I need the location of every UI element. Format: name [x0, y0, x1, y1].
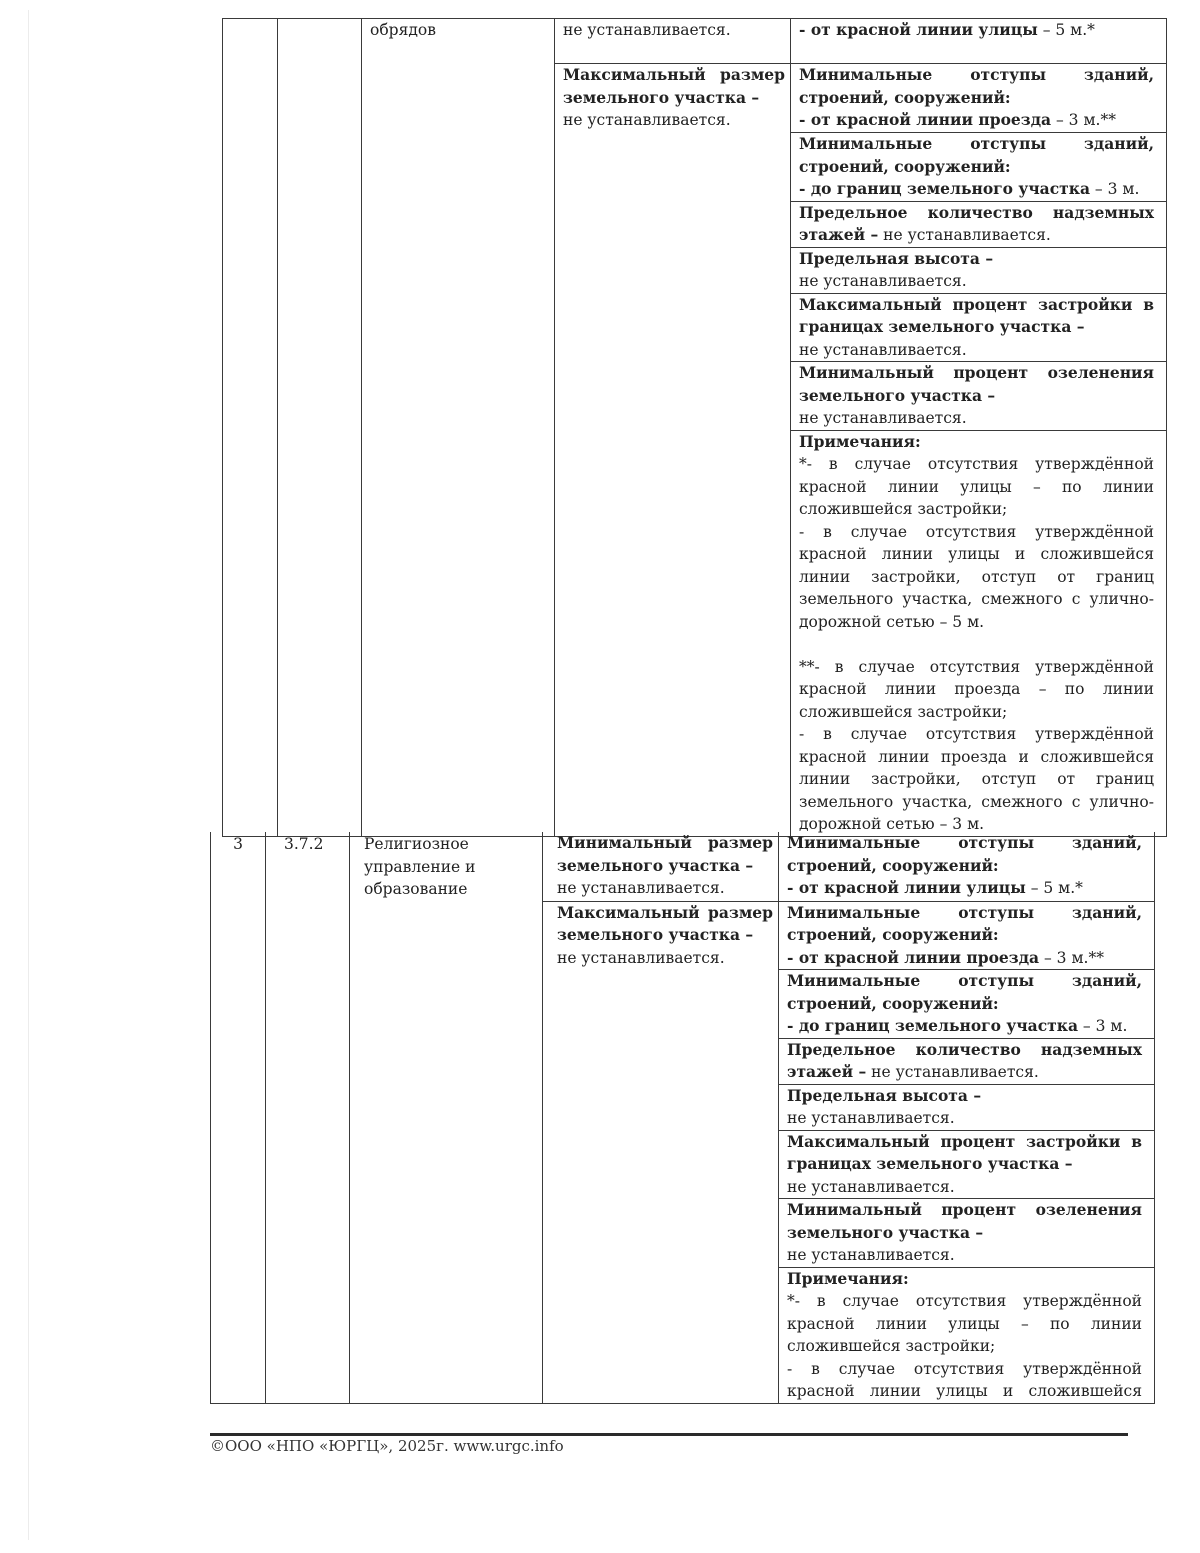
- setback-street-label: - от красной линии улицы: [787, 878, 1026, 897]
- footer-divider: [210, 1433, 1128, 1436]
- coverage-value: не устанавливается.: [787, 1177, 955, 1196]
- setback-label: Минимальные отступы зданий, строений, сооружений:: [787, 833, 1142, 875]
- cell-number: [211, 832, 266, 1403]
- use-name-tail: обрядов: [370, 21, 436, 39]
- cell-green: [791, 362, 1167, 431]
- setback-label: Минимальные отступы зданий, строений, сооружений:: [799, 65, 1154, 107]
- cell-notes: [791, 430, 1167, 836]
- setback-border-label: - до границ земельного участка: [799, 179, 1090, 198]
- table-row: [223, 19, 1167, 64]
- note-text: *- в случае отсутствия утверждённой красной линии улицы – по линии сложившейся застройки;: [787, 1292, 1142, 1355]
- green-value: не устанавливается.: [799, 409, 967, 427]
- cell-number: [223, 19, 278, 837]
- regulations-table-row-3: [210, 832, 1155, 1404]
- row-code: 3.7.2: [284, 835, 324, 853]
- row-number: 3: [233, 835, 243, 853]
- cell-setback-street: [791, 19, 1167, 64]
- coverage-value: не устанавливается.: [799, 340, 967, 359]
- floors-label: Предельное количество надземных этажей –: [799, 202, 1154, 244]
- height-value: не устанавливается.: [799, 272, 967, 290]
- cell-min-size: [543, 832, 779, 901]
- coverage-label: Максимальный процент застройки в границах земельного участка –: [799, 294, 1154, 336]
- setback-border-value: – 3 м.: [1078, 1017, 1128, 1035]
- cell-floors: [779, 1038, 1155, 1084]
- green-label: Минимальный процент озеленения земельного участка –: [799, 363, 1154, 405]
- cell-coverage: [791, 293, 1167, 362]
- cell-notes: [779, 1267, 1155, 1403]
- page-edge: [28, 10, 29, 1540]
- setback-street-value: – 5 м.*: [1037, 21, 1095, 39]
- cell-setback-border: [791, 133, 1167, 202]
- green-label: Минимальный процент озеленения земельного участка –: [787, 1200, 1142, 1242]
- coverage-label: Максимальный процент застройки в границах земельного участка –: [787, 1131, 1142, 1173]
- setback-passage-value: – 3 м.**: [1039, 948, 1104, 967]
- height-value: не устанавливается.: [787, 1109, 955, 1127]
- setback-passage-value: – 3 м.**: [1051, 111, 1116, 129]
- setback-border-value: – 3 м.: [1090, 180, 1140, 198]
- use-name: Религиозное управление и образование: [364, 835, 476, 898]
- cell-coverage: [779, 1130, 1155, 1199]
- max-size-value: не устанавливается.: [563, 111, 731, 129]
- cell-code: [266, 832, 350, 1403]
- height-label: Предельная высота –: [799, 248, 994, 268]
- cell-setback-street: [779, 832, 1155, 901]
- cell-setback-border: [779, 970, 1155, 1039]
- setback-passage-label: - от красной линии проезда: [787, 947, 1040, 967]
- setback-passage-label: - от красной линии проезда: [799, 110, 1052, 129]
- setback-label: Минимальные отступы зданий, строений, сооружений:: [787, 971, 1142, 1013]
- cell-floors: [791, 201, 1167, 247]
- cell-use-name: [350, 832, 543, 1403]
- cell-setback-passage: [791, 64, 1167, 133]
- setback-label: Минимальные отступы зданий, строений, сооружений:: [787, 902, 1142, 944]
- notes-title: Примечания:: [787, 1268, 909, 1288]
- cell-use-name: [362, 19, 555, 837]
- regulations-table-top: [222, 18, 1167, 837]
- setback-label: Минимальные отступы зданий, строений, сооружений:: [799, 134, 1154, 176]
- floors-value: не устанавливается.: [878, 226, 1051, 244]
- table-row: [211, 832, 1155, 901]
- setback-street-label: - от красной линии улицы: [799, 20, 1038, 39]
- max-size-label: Максимальный размер земельного участка –: [557, 902, 773, 944]
- setback-street-value: – 5 м.*: [1025, 879, 1083, 897]
- min-size-value: не устанавливается.: [563, 21, 731, 39]
- note-text: - в случае отсутствия утверждённой красной линии улицы и сложившейся: [787, 1359, 1142, 1400]
- note-text: **- в случае отсутствия утверждённой красной линии проезда – по линии сложившейся застройки;: [799, 657, 1154, 721]
- note-text: - в случае отсутствия утверждённой красной линии улицы и сложившейся линии застройки, отступ от границ земельного участка, смежного с улично-дорожной сетью – 5 м.: [799, 522, 1154, 631]
- height-label: Предельная высота –: [787, 1085, 982, 1105]
- cell-height: [779, 1084, 1155, 1130]
- floors-label: Предельное количество надземных этажей –: [787, 1039, 1142, 1081]
- cell-min-size: [555, 19, 791, 64]
- min-size-label: Минимальный размер земельного участка –: [557, 833, 773, 875]
- note-text: *- в случае отсутствия утверждённой красной линии улицы – по линии сложившейся застройки;: [799, 455, 1154, 518]
- notes-title: Примечания:: [799, 431, 921, 451]
- cell-setback-passage: [779, 901, 1155, 970]
- cell-height: [791, 247, 1167, 293]
- min-size-value: не устанавливается.: [557, 879, 725, 897]
- max-size-label: Максимальный размер земельного участка –: [563, 65, 785, 107]
- max-size-value: не устанавливается.: [557, 948, 725, 967]
- cell-code: [278, 19, 362, 837]
- note-text: - в случае отсутствия утверждённой красной линии проезда и сложившейся линии застройки, отступ от границ земельного участка, смежного с улично-дорожной сетью – 3 м.: [799, 725, 1154, 833]
- setback-border-label: - до границ земельного участка: [787, 1016, 1078, 1035]
- cell-max-size: [543, 901, 779, 1403]
- green-value: не устанавливается.: [787, 1246, 955, 1264]
- cell-green: [779, 1199, 1155, 1268]
- footer-copyright: ©ООО «НПО «ЮРГЦ», 2025г. www.urgc.info: [210, 1437, 564, 1455]
- floors-value: не устанавливается.: [866, 1063, 1039, 1081]
- cell-max-size: [555, 64, 791, 837]
